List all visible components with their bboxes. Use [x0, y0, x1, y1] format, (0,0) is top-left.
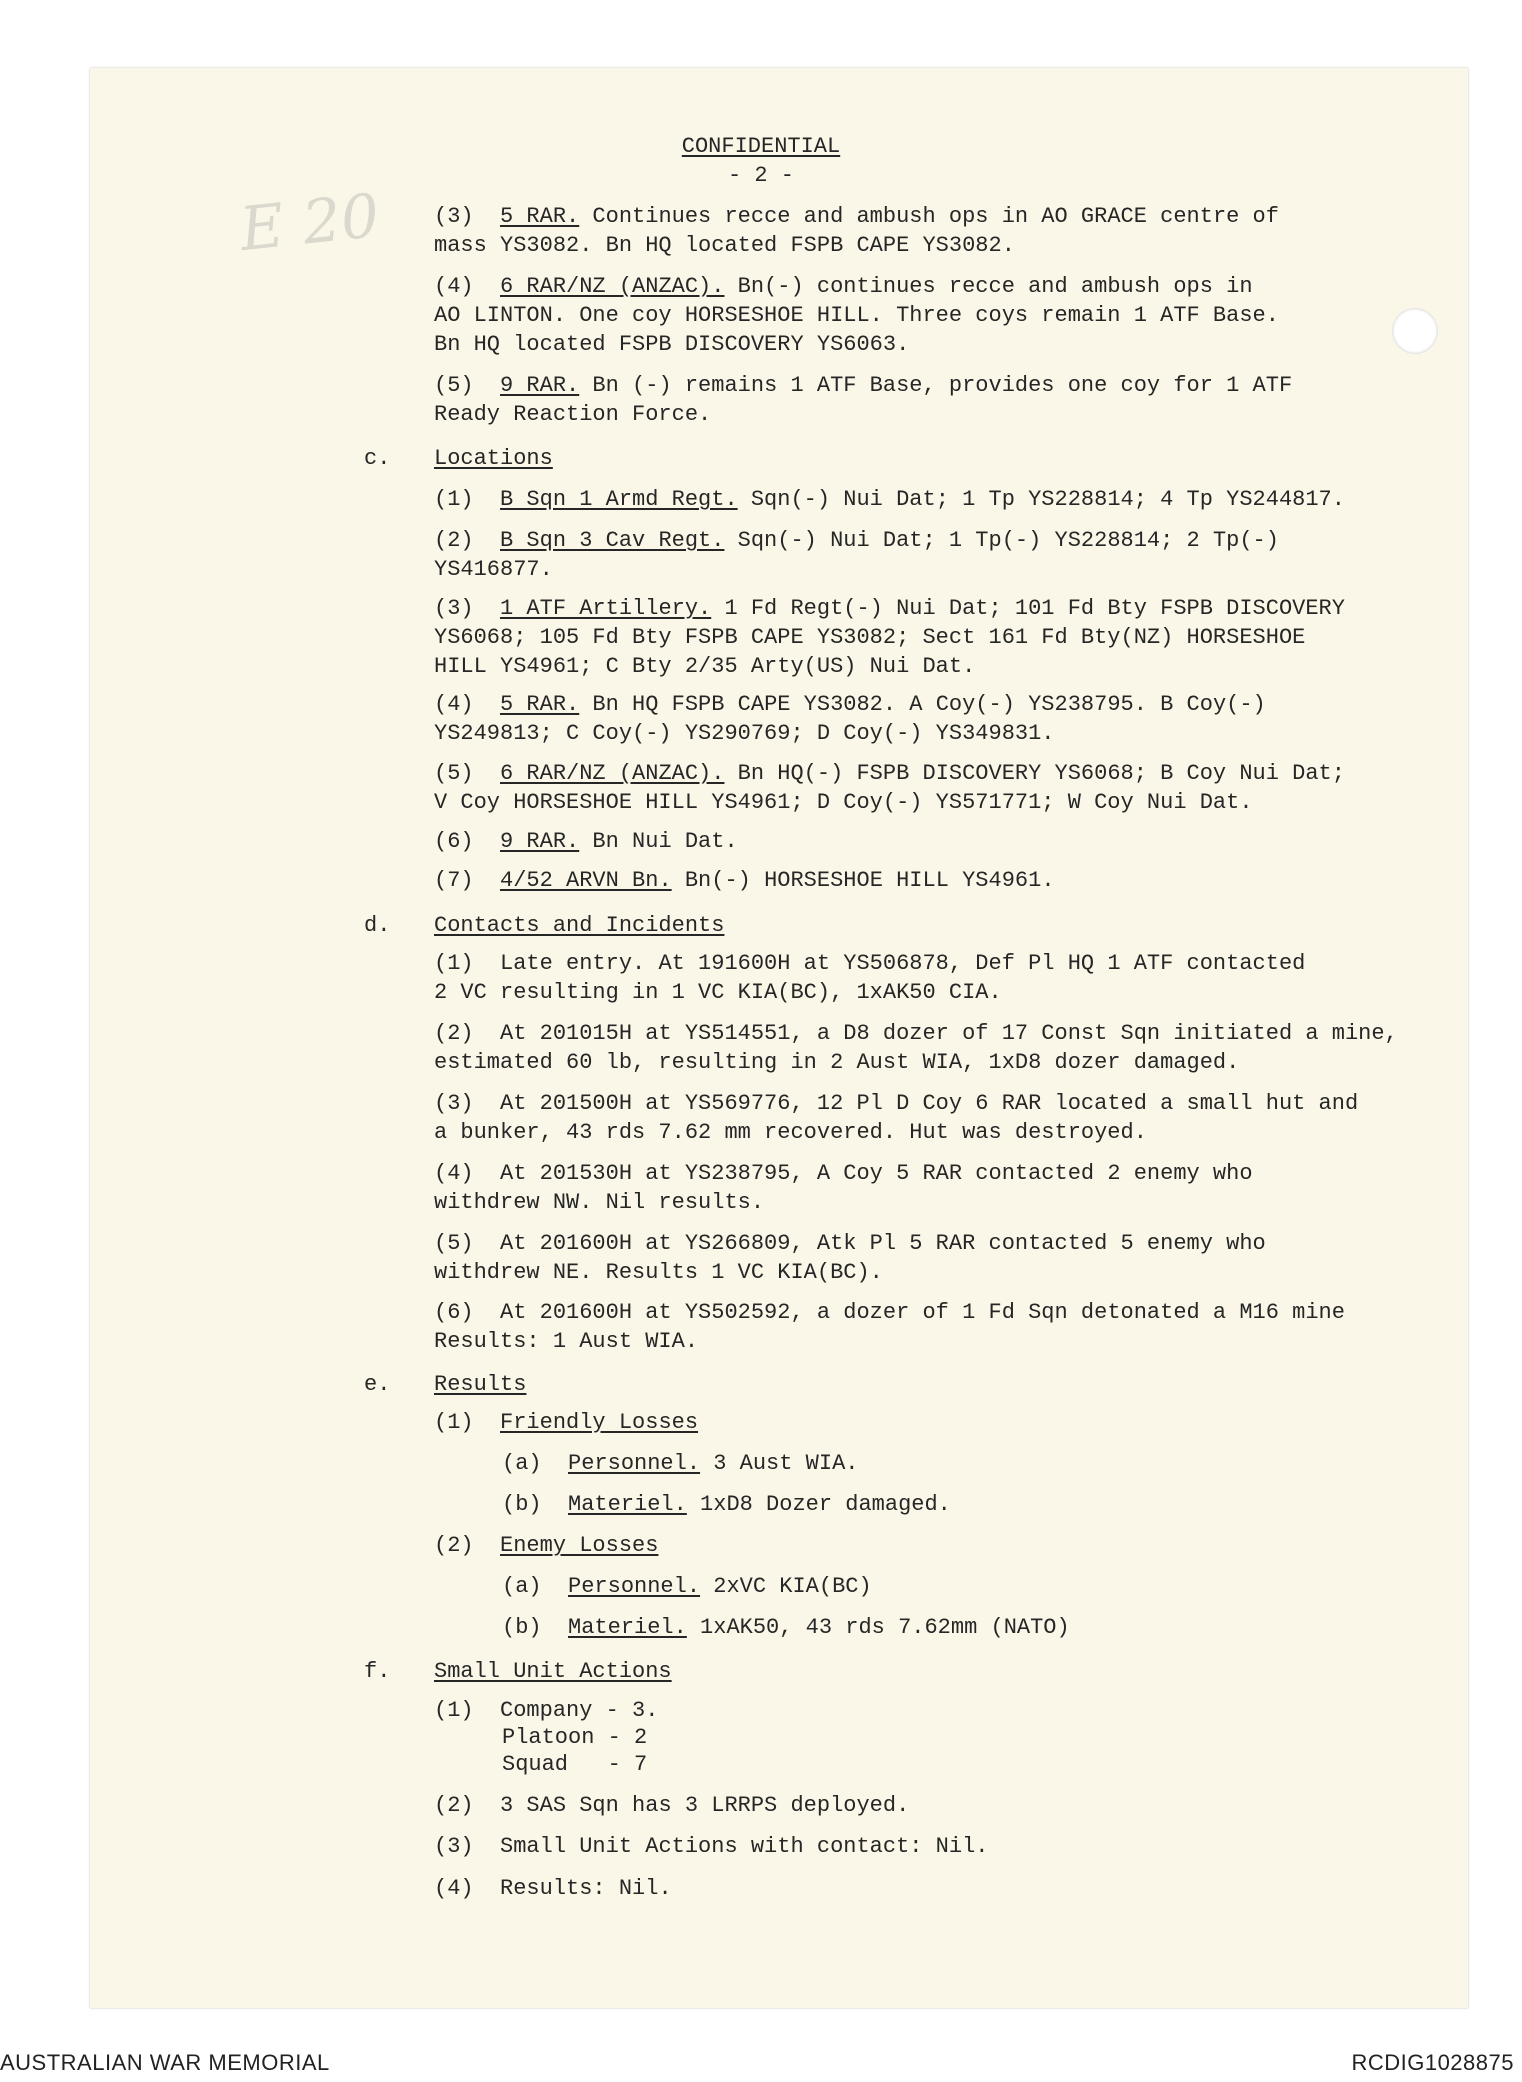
location-item-cont: V Coy HORSESHOE HILL YS4961; D Coy(-) YS571771; W Coy Nui Dat.: [434, 790, 1253, 815]
punch-hole: [1392, 308, 1438, 354]
ops-item-cont: Ready Reaction Force.: [434, 402, 712, 427]
contact-item-cont: withdrew NW. Nil results.: [434, 1190, 765, 1215]
ops-item: (4) 6 RAR/NZ (ANZAC). Bn(-) continues recce and ambush ops in: [434, 274, 1253, 299]
contact-item-cont: withdrew NE. Results 1 VC KIA(BC).: [434, 1260, 883, 1285]
classification-header: CONFIDENTIAL: [681, 134, 841, 159]
section-letter: d.: [364, 913, 391, 938]
contact-item-cont: estimated 60 lb, resulting in 2 Aust WIA, 1xD8 dozer damaged.: [434, 1050, 1240, 1075]
small-unit-item: (1) Company - 3.: [434, 1698, 659, 1723]
results-enemy-materiel: (b) Materiel. 1xAK50, 43 rds 7.62mm (NATO): [502, 1615, 1070, 1640]
results-enemy-personnel: (a) Personnel. 2xVC KIA(BC): [502, 1574, 872, 1599]
section-heading-results: Results: [434, 1372, 527, 1397]
ops-item: (3) 5 RAR. Continues recce and ambush ops in AO GRACE centre of: [434, 204, 1279, 229]
location-item-cont: YS6068; 105 Fd Bty FSPB CAPE YS3082; Sect 161 Fd Bty(NZ) HORSESHOE: [434, 625, 1306, 650]
section-heading-contacts: Contacts and Incidents: [434, 913, 725, 938]
footer-record-id: RCDIG1028875: [1351, 2050, 1514, 2075]
small-unit-item-cont: Squad - 7: [502, 1752, 648, 1777]
section-heading-locations: Locations: [434, 446, 553, 471]
contact-item-cont: a bunker, 43 rds 7.62 mm recovered. Hut was destroyed.: [434, 1120, 1147, 1145]
location-item: (4) 5 RAR. Bn HQ FSPB CAPE YS3082. A Coy(-) YS238795. B Coy(-): [434, 692, 1266, 717]
contact-item: (2) At 201015H at YS514551, a D8 dozer of 17 Const Sqn initiated a mine,: [434, 1021, 1398, 1046]
section-letter: e.: [364, 1372, 391, 1397]
contact-item-cont: 2 VC resulting in 1 VC KIA(BC), 1xAK50 CIA.: [434, 980, 1002, 1005]
contact-item: (3) At 201500H at YS569776, 12 Pl D Coy 6 RAR located a small hut and: [434, 1091, 1359, 1116]
contact-item: (1) Late entry. At 191600H at YS506878, Def Pl HQ 1 ATF contacted: [434, 951, 1306, 976]
section-letter: f.: [364, 1659, 391, 1684]
location-item-cont: YS249813; C Coy(-) YS290769; D Coy(-) YS349831.: [434, 721, 1055, 746]
handwritten-folio-mark: E 20: [236, 180, 383, 266]
ops-item: (5) 9 RAR. Bn (-) remains 1 ATF Base, provides one coy for 1 ATF: [434, 373, 1293, 398]
location-item: (5) 6 RAR/NZ (ANZAC). Bn HQ(-) FSPB DISCOVERY YS6068; B Coy Nui Dat;: [434, 761, 1345, 786]
results-enemy: (2) Enemy Losses: [434, 1533, 659, 1558]
location-item: (7) 4/52 ARVN Bn. Bn(-) HORSESHOE HILL YS4961.: [434, 868, 1055, 893]
footer-archive-name: AUSTRALIAN WAR MEMORIAL: [0, 2050, 330, 2075]
contact-item-cont: Results: 1 Aust WIA.: [434, 1329, 699, 1354]
location-item-cont: HILL YS4961; C Bty 2/35 Arty(US) Nui Dat.: [434, 654, 976, 679]
contact-item: (6) At 201600H at YS502592, a dozer of 1 Fd Sqn detonated a M16 mine: [434, 1300, 1345, 1325]
section-heading-small-unit: Small Unit Actions: [434, 1659, 672, 1684]
location-item: (2) B Sqn 3 Cav Regt. Sqn(-) Nui Dat; 1 Tp(-) YS228814; 2 Tp(-): [434, 528, 1279, 553]
small-unit-item: (4) Results: Nil.: [434, 1876, 672, 1901]
location-item-cont: YS416877.: [434, 557, 553, 582]
ops-item-cont: mass YS3082. Bn HQ located FSPB CAPE YS3082.: [434, 233, 1015, 258]
ops-item-cont: Bn HQ located FSPB DISCOVERY YS6063.: [434, 332, 910, 357]
section-letter: c.: [364, 446, 391, 471]
location-item: (3) 1 ATF Artillery. 1 Fd Regt(-) Nui Dat; 101 Fd Bty FSPB DISCOVERY: [434, 596, 1345, 621]
results-friendly-personnel: (a) Personnel. 3 Aust WIA.: [502, 1451, 859, 1476]
page-number: - 2 -: [727, 163, 794, 188]
small-unit-item: (2) 3 SAS Sqn has 3 LRRPS deployed.: [434, 1793, 910, 1818]
contact-item: (4) At 201530H at YS238795, A Coy 5 RAR contacted 2 enemy who: [434, 1161, 1253, 1186]
location-item: (6) 9 RAR. Bn Nui Dat.: [434, 829, 738, 854]
small-unit-item-cont: Platoon - 2: [502, 1725, 648, 1750]
contact-item: (5) At 201600H at YS266809, Atk Pl 5 RAR contacted 5 enemy who: [434, 1231, 1266, 1256]
results-friendly: (1) Friendly Losses: [434, 1410, 699, 1435]
results-friendly-materiel: (b) Materiel. 1xD8 Dozer damaged.: [502, 1492, 951, 1517]
ops-item-cont: AO LINTON. One coy HORSESHOE HILL. Three coys remain 1 ATF Base.: [434, 303, 1279, 328]
small-unit-item: (3) Small Unit Actions with contact: Nil.: [434, 1834, 989, 1859]
location-item: (1) B Sqn 1 Armd Regt. Sqn(-) Nui Dat; 1 Tp YS228814; 4 Tp YS244817.: [434, 487, 1345, 512]
